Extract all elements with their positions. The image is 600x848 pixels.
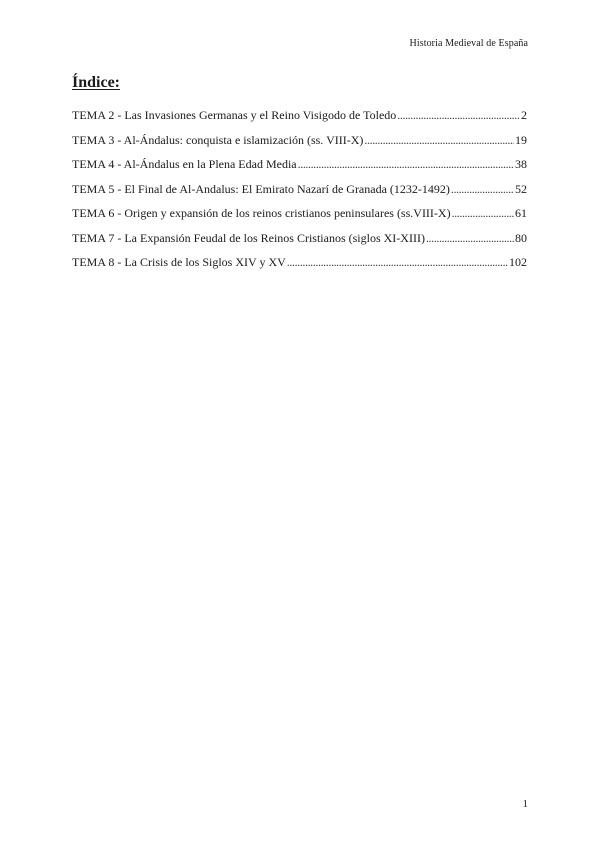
dot-leader xyxy=(426,231,514,246)
dot-leader xyxy=(452,206,514,221)
toc-entry-label: TEMA 2 - Las Invasiones Germanas y el Reino Visigodo de Toledo xyxy=(72,108,397,122)
toc-entry-page: 38 xyxy=(515,157,527,171)
toc-entry-label: TEMA 3 - Al-Ándalus: conquista e islamización (ss. VIII-X) xyxy=(72,132,364,147)
toc-entry-page: 80 xyxy=(515,230,527,245)
toc-title: Índice: xyxy=(72,74,120,91)
toc-entry-tema-8[interactable] xyxy=(72,255,527,280)
toc-entry-label: TEMA 8 - La Crisis de los Siglos XIV y XV xyxy=(72,255,286,269)
toc-entry-label: TEMA 6 - Origen y expansión de los reinos cristianos peninsulares (ss.VIII-X) xyxy=(72,206,451,220)
dot-leader xyxy=(298,157,514,172)
toc-entry-page: 19 xyxy=(515,132,527,147)
toc-entry-label: TEMA 5 - El Final de Al-Andalus: El Emirato Nazarí de Granada (1232-1492) xyxy=(72,181,450,196)
toc-entry-page: 102 xyxy=(509,255,527,269)
toc-entry-label: TEMA 7 - La Expansión Feudal de los Reinos Cristianos (siglos XI-XIII) xyxy=(72,230,425,245)
toc-entry-tema-7[interactable] xyxy=(72,231,527,256)
table-of-contents xyxy=(72,108,527,280)
dot-leader xyxy=(287,255,508,270)
dot-leader xyxy=(364,133,514,148)
toc-entry-tema-6[interactable] xyxy=(72,206,527,231)
toc-entry-page: 52 xyxy=(515,181,527,196)
toc-entry-tema-2[interactable] xyxy=(72,108,527,133)
dot-leader xyxy=(397,108,520,123)
dot-leader xyxy=(451,182,514,197)
toc-entry-page: 2 xyxy=(521,108,527,122)
page-number: 1 xyxy=(522,798,528,810)
toc-entry-tema-3[interactable] xyxy=(72,133,527,158)
toc-entry-page: 61 xyxy=(515,206,527,220)
toc-entry-tema-4[interactable] xyxy=(72,157,527,182)
toc-entry-tema-5[interactable] xyxy=(72,182,527,207)
toc-entry-label: TEMA 4 - Al-Ándalus en la Plena Edad Media xyxy=(72,157,297,171)
running-header: Historia Medieval de España xyxy=(409,38,528,49)
